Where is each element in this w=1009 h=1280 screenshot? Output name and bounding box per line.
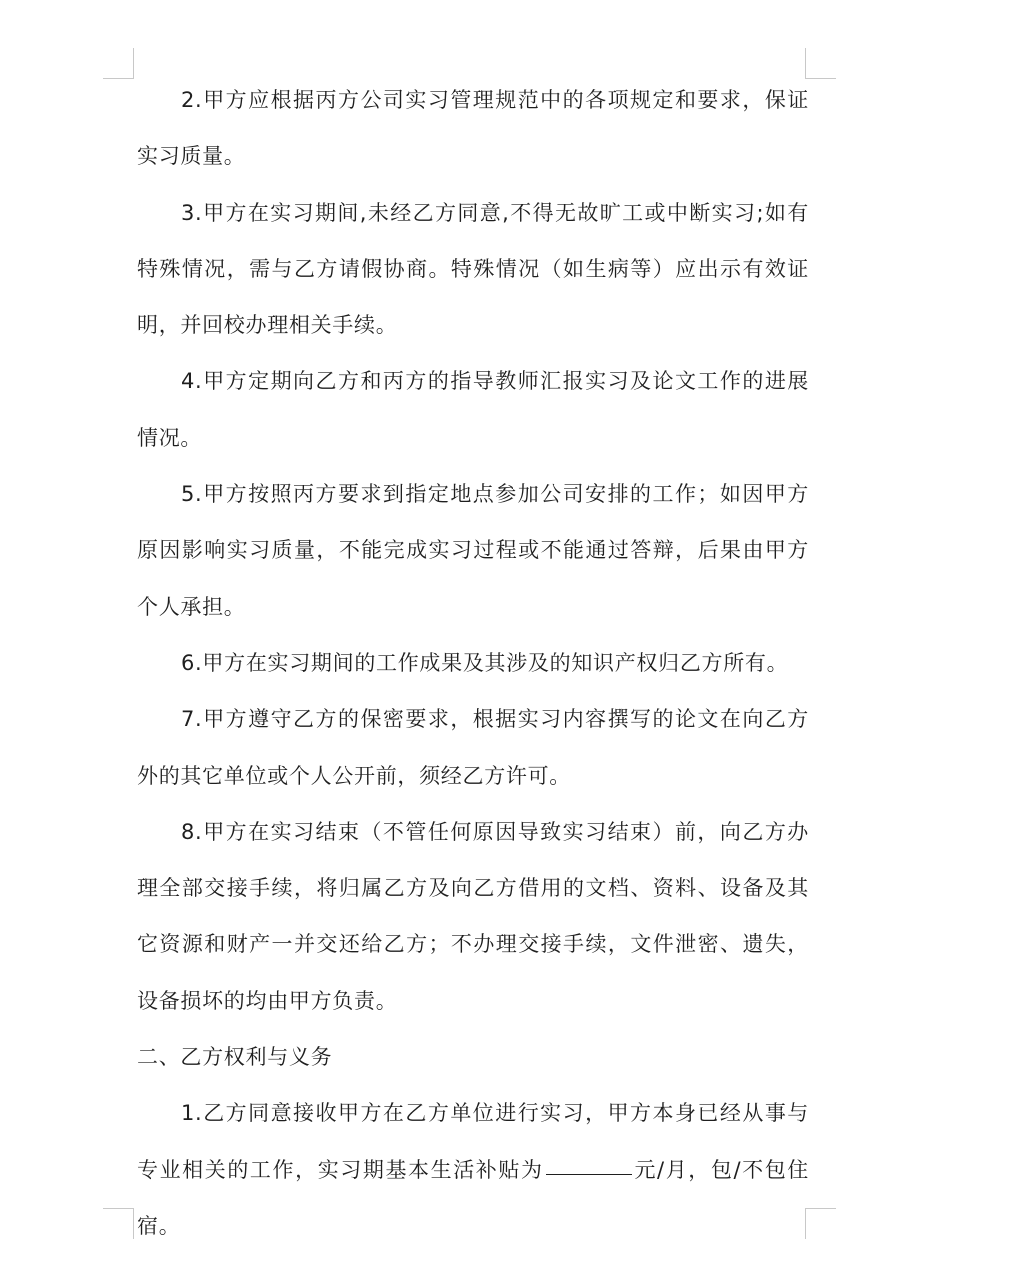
clause-8: 8.甲方在实习结束（不管任何原因导致实习结束）前，向乙方办理全部交接手续，将归属乙方及向乙方借用的文档、资料、设备及其它资源和财产一并交还给乙方；不办理交接手续，文件泄密、遗失，设备损坏的均由甲方负责。 (137, 819, 809, 1013)
clause-2: 2.甲方应根据丙方公司实习管理规范中的各项规定和要求，保证实习质量。 (137, 88, 809, 169)
subsidy-amount-blank (546, 1173, 632, 1175)
clause-4: 4.甲方定期向乙方和丙方的指导教师汇报实习及论文工作的进展情况。 (137, 369, 809, 450)
clause-6: 6.甲方在实习期间的工作成果及其涉及的知识产权归乙方所有。 (181, 650, 789, 675)
clause-3: 3.甲方在实习期间,未经乙方同意,不得无故旷工或中断实习;如有特殊情况，需与乙方请假协商。特殊情况（如生病等）应出示有效证明，并回校办理相关手续。 (137, 200, 809, 338)
section-heading: 二、乙方权利与义务 (137, 1045, 333, 1070)
clause-1-text-before: 1.乙方同意接收甲方在乙方单位进行实习，甲方本身已经从事与专业相关的工作，实习期基本生活补贴为 (137, 1101, 809, 1182)
clause-7: 7.甲方遵守乙方的保密要求，根据实习内容撰写的论文在向乙方外的其它单位或个人公开前，须经乙方许可。 (137, 707, 809, 788)
party-b-clause-1 (137, 1085, 809, 1254)
crop-mark-bottom-left (103, 1208, 134, 1239)
document-body (137, 72, 809, 1254)
crop-mark-top-right (805, 48, 836, 79)
crop-mark-top-left (103, 48, 134, 79)
crop-mark-bottom-right (805, 1208, 836, 1239)
clause-1-text-after: 元/月，包/不包住宿。 (137, 1157, 809, 1238)
clause-5: 5.甲方按照丙方要求到指定地点参加公司安排的工作；如因甲方原因影响实习质量，不能完成实习过程或不能通过答辩，后果由甲方个人承担。 (137, 482, 809, 619)
